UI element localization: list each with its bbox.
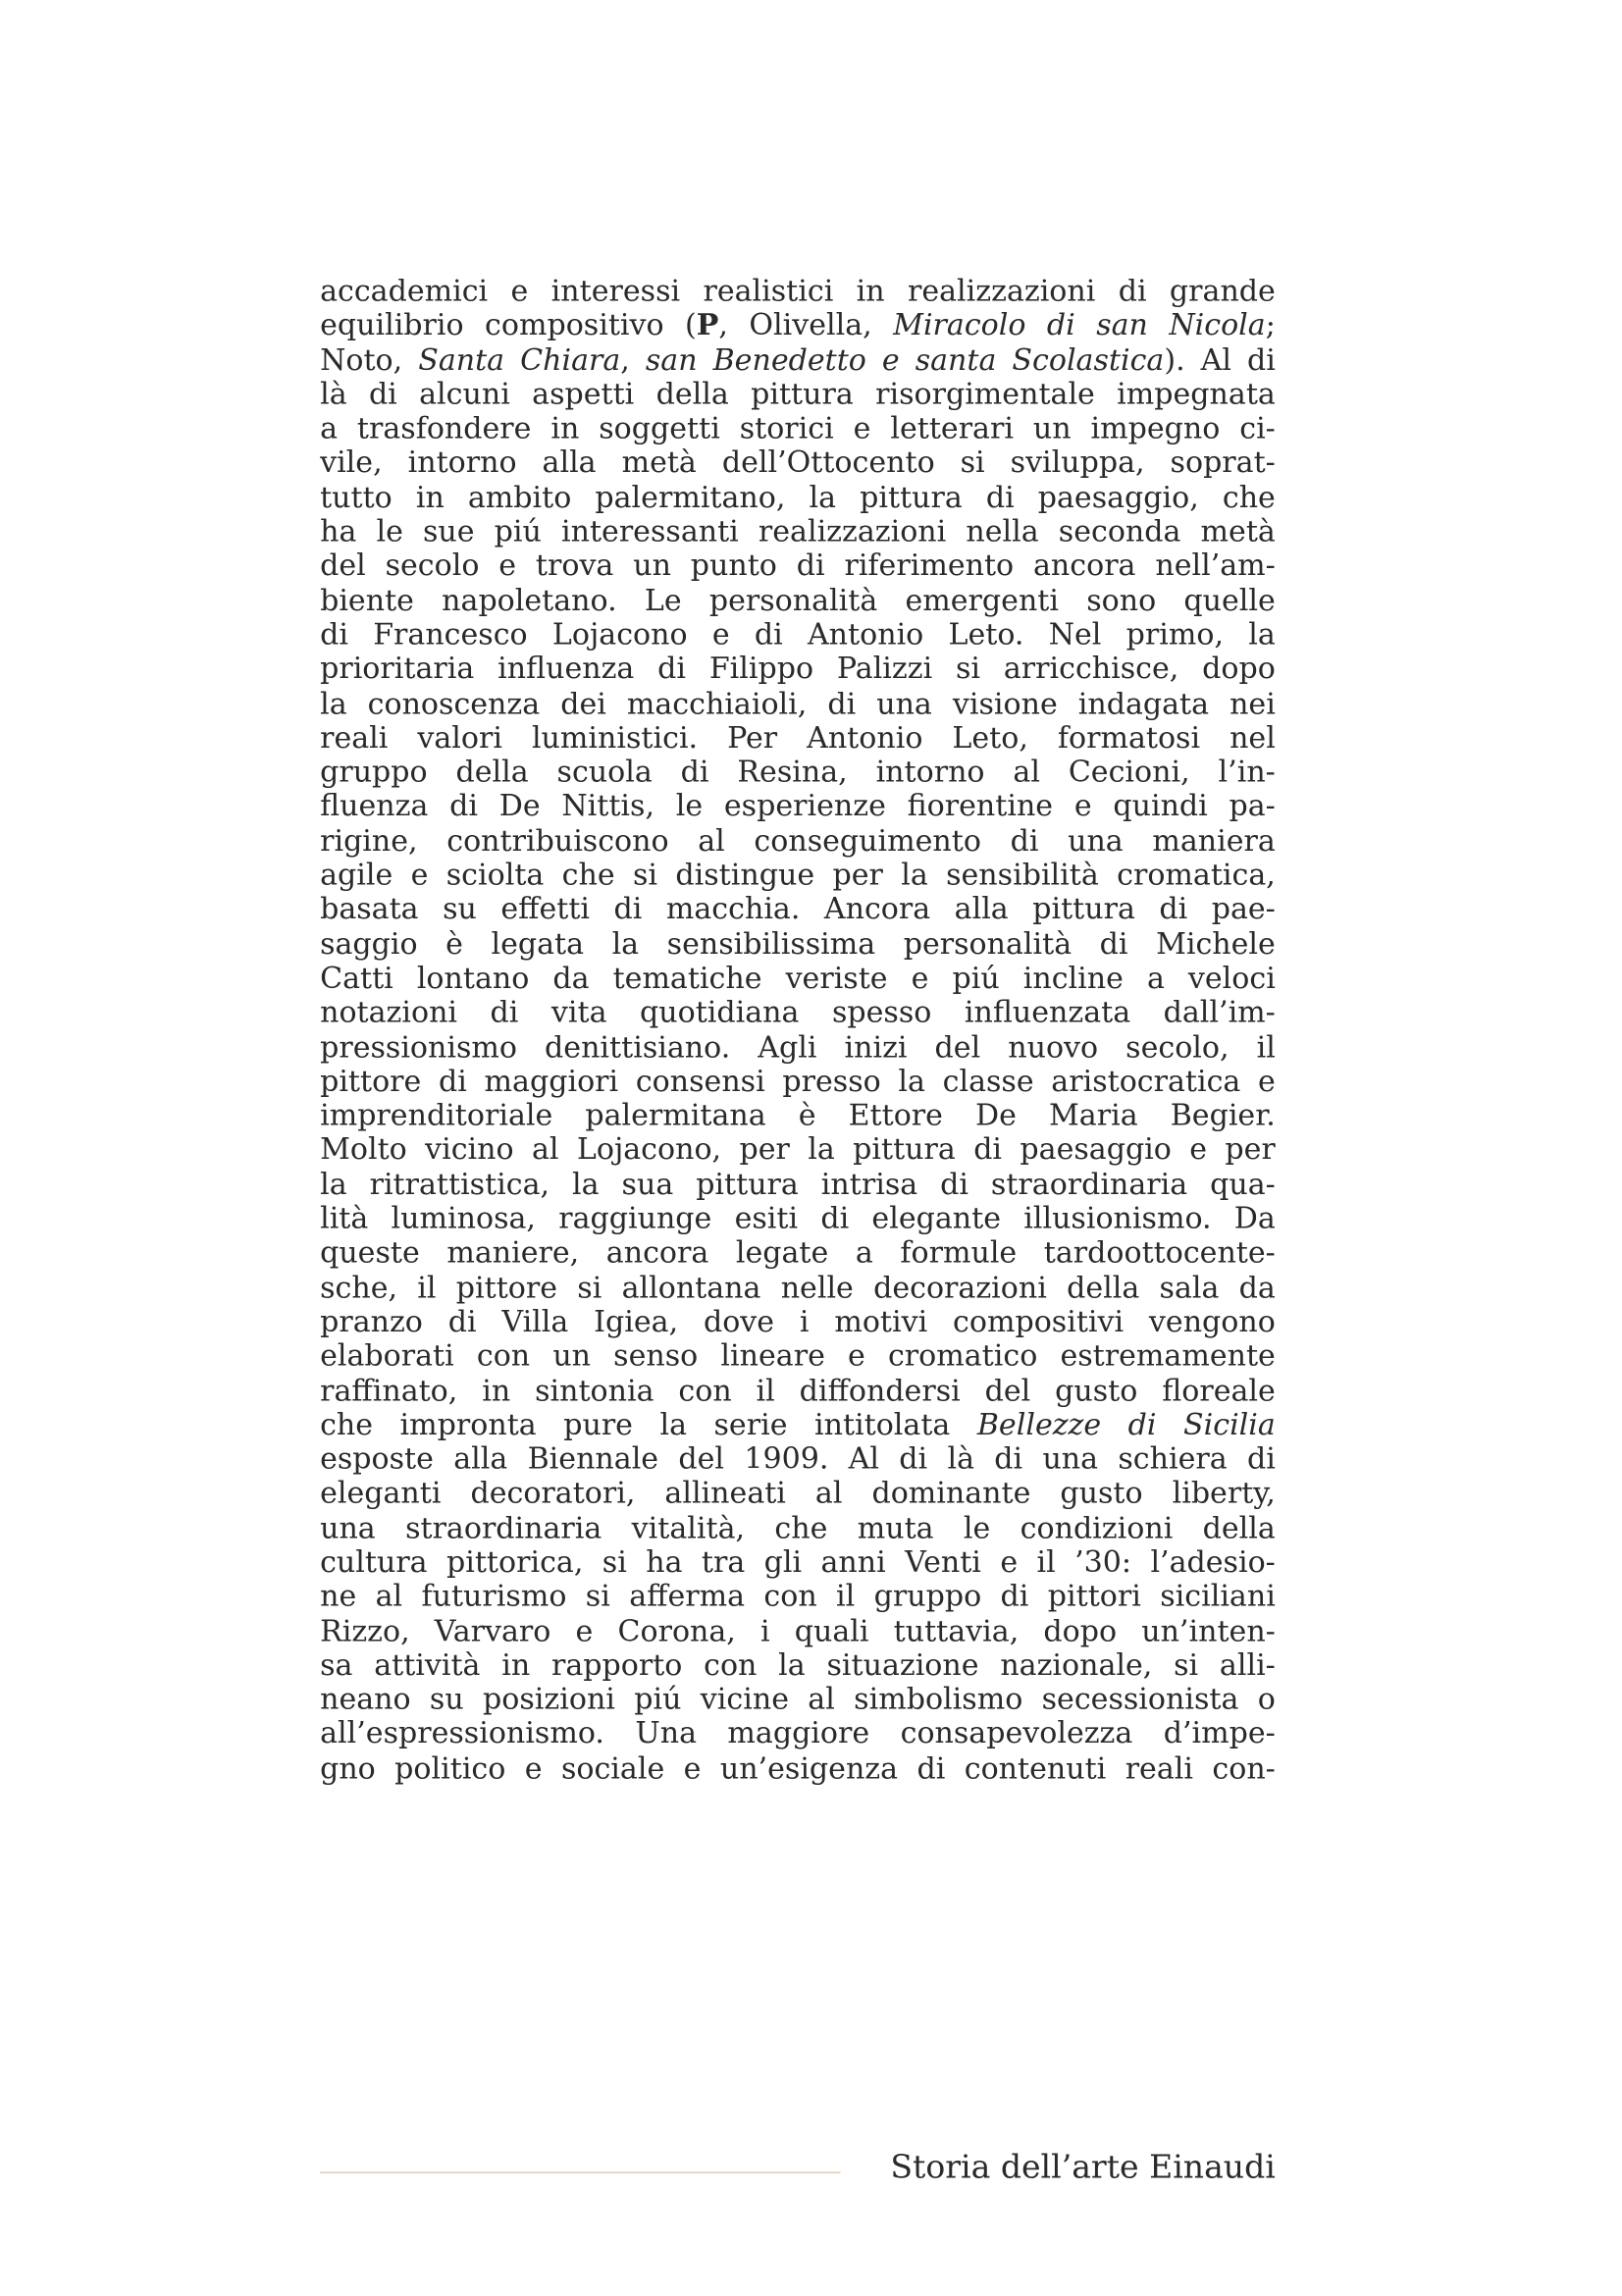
text-line: di Francesco Lojacono e di Antonio Leto. Nel primo, la bbox=[320, 617, 1276, 652]
text-line: del secolo e trova un punto di riferimento ancora nell’am- bbox=[320, 548, 1276, 584]
text-line: Noto, Santa Chiara, san Benedetto e santa Scolastica). Al di bbox=[320, 342, 1276, 378]
text-line: Catti lontano da tematiche veriste e piú incline a veloci bbox=[320, 961, 1276, 996]
text-line: una straordinaria vitalità, che muta le condizioni della bbox=[320, 1510, 1276, 1545]
text-line: fluenza di De Nittis, le esperienze fiorentine e quindi pa- bbox=[320, 789, 1276, 824]
artwork-title: san Benedetto e santa Scolastica bbox=[645, 342, 1165, 378]
text-line: tutto in ambito palermitano, la pittura di paesaggio, che bbox=[320, 480, 1276, 515]
text-line: notazioni di vita quotidiana spesso influenzata dall’im- bbox=[320, 995, 1276, 1030]
footer-divider bbox=[320, 2171, 840, 2173]
text-line: ha le sue piú interessanti realizzazioni nella seconda metà bbox=[320, 514, 1276, 549]
text-line: equilibrio compositivo (P, Olivella, Miracolo di san Nicola; bbox=[320, 308, 1276, 343]
artwork-title: Miracolo di san Nicola bbox=[893, 308, 1266, 343]
text-line: lità luminosa, raggiunge esiti di elegante illusionismo. Da bbox=[320, 1201, 1276, 1236]
text-line: queste maniere, ancora legate a formule tardoottocente- bbox=[320, 1235, 1276, 1271]
text-line: agile e sciolta che si distingue per la sensibilità cromatica, bbox=[320, 858, 1276, 893]
text-line: pressionismo denittisiano. Agli inizi del nuovo secolo, il bbox=[320, 1029, 1276, 1065]
text-line: eleganti decoratori, allineati al dominante gusto liberty, bbox=[320, 1476, 1276, 1511]
text-line: basata su effetti di macchia. Ancora alla pittura di pae- bbox=[320, 892, 1276, 927]
text-line: Molto vicino al Lojacono, per la pittura di paesaggio e per bbox=[320, 1132, 1276, 1168]
text-line: raffinato, in sintonia con il diffondersi del gusto floreale bbox=[320, 1373, 1276, 1408]
text-line: Rizzo, Varvaro e Corona, i quali tuttavia, dopo un’inten- bbox=[320, 1613, 1276, 1648]
text-line: vile, intorno alla metà dell’Ottocento si sviluppa, soprat- bbox=[320, 445, 1276, 481]
text-line: biente napoletano. Le personalità emergenti sono quelle bbox=[320, 583, 1276, 618]
artwork-title: Santa Chiara bbox=[418, 342, 621, 378]
artwork-title: Bellezze di Sicilia bbox=[976, 1407, 1276, 1442]
running-footer-title: Storia dell’arte Einaudi bbox=[890, 2149, 1276, 2187]
body-text bbox=[320, 275, 1276, 1786]
text-line: prioritaria influenza di Filippo Palizzi si arricchisce, dopo bbox=[320, 652, 1276, 687]
text-line: ne al futurismo si afferma con il gruppo di pittori siciliani bbox=[320, 1579, 1276, 1614]
text-line: pittore di maggiori consensi presso la classe aristocratica e bbox=[320, 1064, 1276, 1099]
text-line: gno politico e sociale e un’esigenza di contenuti reali con- bbox=[320, 1750, 1276, 1786]
text-line: rigine, contribuiscono al conseguimento di una maniera bbox=[320, 823, 1276, 859]
text-line: esposte alla Biennale del 1909. Al di là di una schiera di bbox=[320, 1441, 1276, 1477]
text-line: sche, il pittore si allontana nelle decorazioni della sala da bbox=[320, 1270, 1276, 1305]
text-line: là di alcuni aspetti della pittura risorgimentale impegnata bbox=[320, 377, 1276, 412]
text-line: la ritrattistica, la sua pittura intrisa di straordinaria qua- bbox=[320, 1167, 1276, 1202]
plate-reference: P bbox=[696, 308, 719, 343]
text-line: gruppo della scuola di Resina, intorno al Cecioni, l’in- bbox=[320, 755, 1276, 790]
text-line: che impronta pure la serie intitolata Bellezze di Sicilia bbox=[320, 1407, 1276, 1442]
text-line: a trasfondere in soggetti storici e letterari un impegno ci- bbox=[320, 411, 1276, 446]
text-line: pranzo di Villa Igiea, dove i motivi compositivi vengono bbox=[320, 1304, 1276, 1339]
text-line: cultura pittorica, si ha tra gli anni Venti e il ’30: l’adesio- bbox=[320, 1544, 1276, 1580]
text-line: reali valori luministici. Per Antonio Leto, formatosi nel bbox=[320, 720, 1276, 756]
text-line: la conoscenza dei macchiaioli, di una visione indagata nei bbox=[320, 686, 1276, 721]
text-line: all’espressionismo. Una maggiore consapevolezza d’impe- bbox=[320, 1716, 1276, 1751]
text-line: imprenditoriale palermitana è Ettore De Maria Begier. bbox=[320, 1098, 1276, 1133]
text-line: accademici e interessi realistici in realizzazioni di grande bbox=[320, 274, 1276, 309]
text-line: neano su posizioni piú vicine al simbolismo secessionista o bbox=[320, 1682, 1276, 1717]
text-line: saggio è legata la sensibilissima personalità di Michele bbox=[320, 926, 1276, 962]
text-line: sa attività in rapporto con la situazione nazionale, si alli- bbox=[320, 1647, 1276, 1683]
text-line: elaborati con un senso lineare e cromatico estremamente bbox=[320, 1338, 1276, 1374]
